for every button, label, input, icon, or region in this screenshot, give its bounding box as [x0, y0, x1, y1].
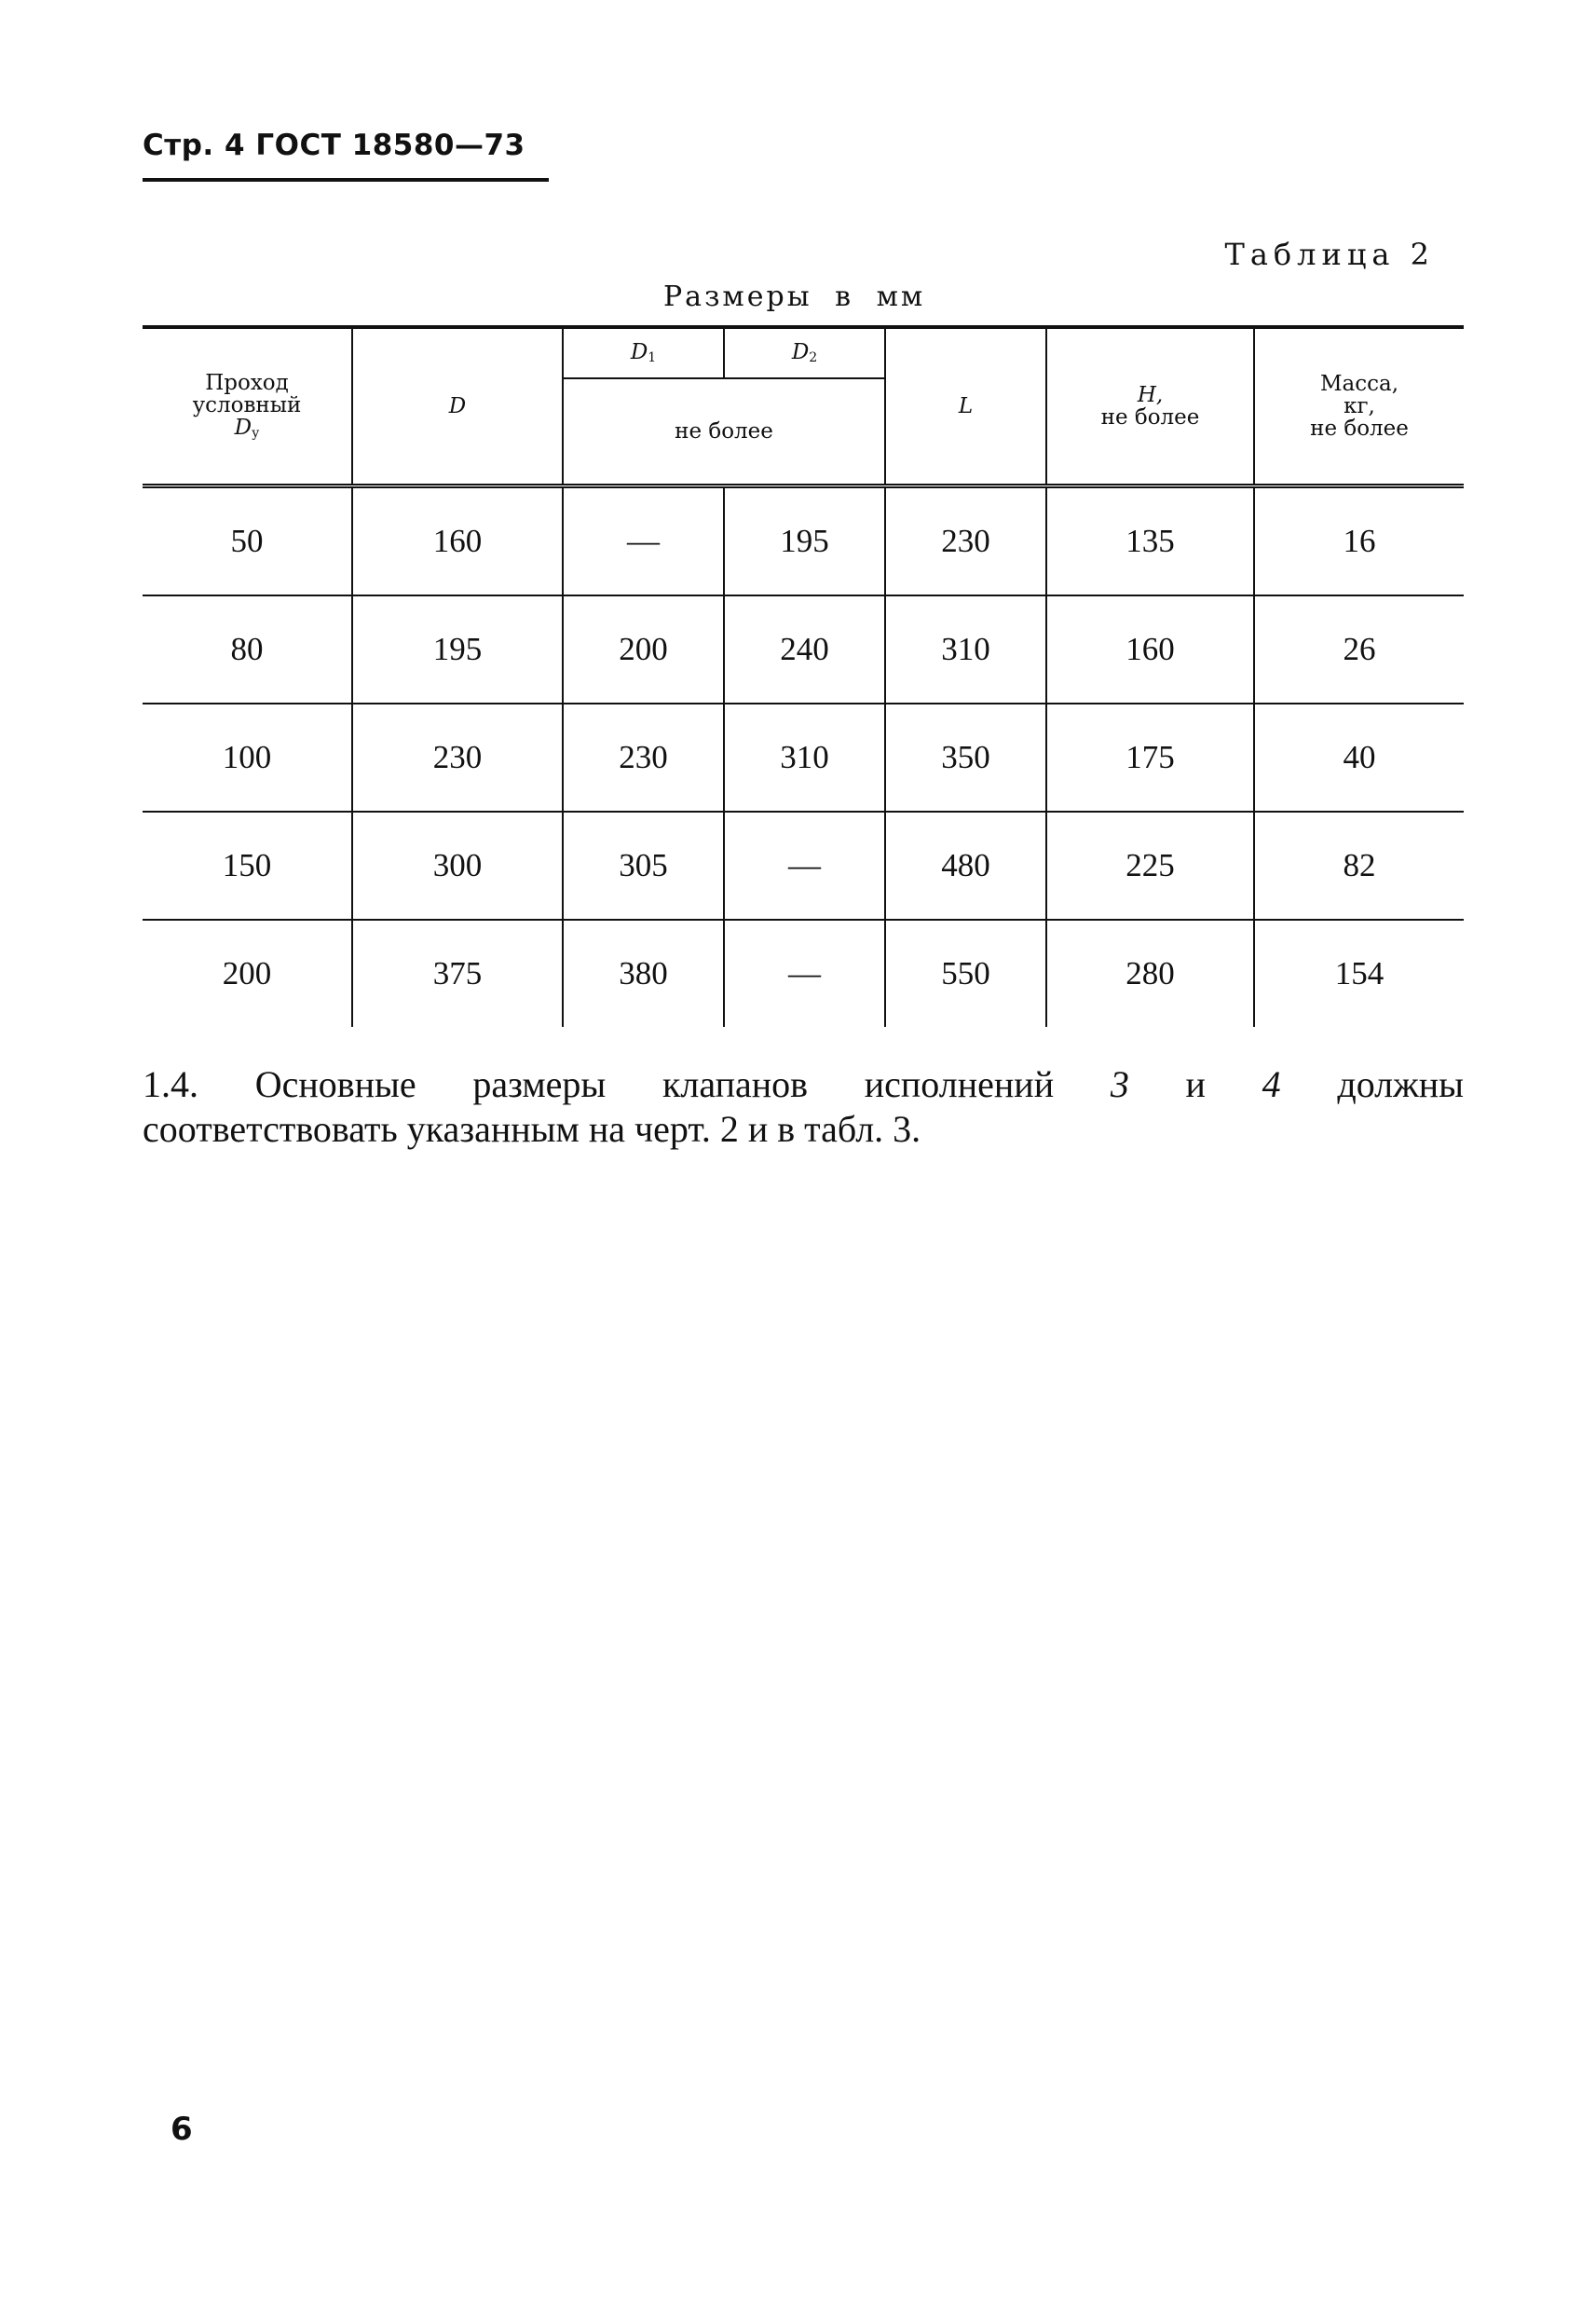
cell-dy: 150 [143, 812, 352, 920]
cell-dy: 50 [230, 523, 264, 559]
col-header-mass-line2: кг, [1344, 394, 1375, 418]
units-caption: Размеры в мм [663, 280, 926, 313]
cell-h: 280 [1046, 920, 1254, 1027]
table-row [143, 920, 1464, 1027]
table-row [143, 812, 1464, 920]
cell-h: 175 [1046, 704, 1254, 812]
cell-l: 550 [885, 920, 1046, 1027]
paragraph-conj: и [1185, 1063, 1206, 1105]
cell-mass: 154 [1254, 920, 1464, 1027]
col-header-dy-line1: Проход [205, 370, 289, 395]
table-row [143, 704, 1464, 812]
cell-d1: 305 [563, 812, 724, 920]
col-header-mass-line3: не более [1310, 417, 1409, 441]
col-header-dy-subscript: у [252, 425, 260, 441]
cell-dy: 100 [143, 704, 352, 812]
dimensions-table-wrap [143, 325, 1464, 1027]
paragraph-end-line1: должны [1337, 1063, 1465, 1105]
cell-l: 480 [885, 812, 1046, 920]
table-row [143, 595, 1464, 704]
paragraph-num4: 4 [1262, 1063, 1281, 1105]
col-header-d12-note: не более [563, 378, 885, 486]
header-rule [143, 178, 549, 182]
cell-d2: — [724, 920, 885, 1027]
table-caption: Таблица 2 [1224, 237, 1435, 272]
cell-d: 195 [352, 595, 563, 704]
col-header-dy-line2: условный [192, 392, 302, 417]
cell-h: 135 [1046, 486, 1254, 596]
col-header-d1 [563, 327, 724, 378]
cell-dy: 80 [143, 595, 352, 704]
cell-l: 230 [885, 486, 1046, 596]
col-header-d1-symbol: D [630, 339, 648, 364]
col-header-h [1046, 327, 1254, 486]
cell-mass: 82 [1254, 812, 1464, 920]
cell-mass: 40 [1254, 704, 1464, 812]
paragraph-line-1 [143, 1062, 1464, 1107]
col-header-d1-subscript: 1 [648, 349, 657, 365]
running-head: Стр. 4 ГОСТ 18580—73 [143, 129, 525, 162]
cell-h: 160 [1046, 595, 1254, 704]
col-header-l: L [885, 327, 1046, 486]
cell-l: 310 [885, 595, 1046, 704]
cell-d1: 200 [563, 595, 724, 704]
cell-d1: 380 [563, 920, 724, 1027]
col-header-d2-symbol: D [791, 339, 810, 364]
paragraph-line-2: соответствовать указанным на черт. 2 и в табл. 3. [143, 1108, 921, 1150]
col-header-h-symbol: H, [1137, 383, 1164, 407]
cell-d1: 230 [563, 704, 724, 812]
col-header-d2-subscript: 2 [809, 349, 818, 365]
cell-d2: 240 [724, 595, 885, 704]
dimensions-table [143, 325, 1464, 1027]
col-header-dy [143, 327, 352, 486]
cell-h: 225 [1046, 812, 1254, 920]
paragraph-prefix: 1.4. Основные размеры клапанов исполнений [143, 1063, 1055, 1105]
cell-mass: 26 [1254, 595, 1464, 704]
col-header-d: D [352, 327, 563, 486]
cell-d2: 195 [724, 486, 885, 596]
col-header-mass-line1: Масса, [1319, 372, 1399, 396]
table-row [143, 486, 1464, 596]
cell-dy: 200 [143, 920, 352, 1027]
cell-l: 350 [885, 704, 1046, 812]
page-number: 6 [171, 2111, 193, 2148]
cell-d: 230 [352, 704, 563, 812]
cell-d2: 310 [724, 704, 885, 812]
cell-mass: 16 [1254, 486, 1464, 596]
col-header-mass [1254, 327, 1464, 486]
cell-d2: — [724, 812, 885, 920]
cell-d: 375 [352, 920, 563, 1027]
paragraph-num3: 3 [1110, 1063, 1129, 1105]
col-header-d2 [724, 327, 885, 378]
cell-d: 300 [352, 812, 563, 920]
col-header-h-note: не более [1100, 405, 1200, 430]
cell-d: 160 [352, 486, 563, 596]
col-header-dy-symbol: D [234, 415, 252, 440]
paragraph-1-4 [143, 1062, 1464, 1152]
cell-d1: — [563, 486, 724, 596]
